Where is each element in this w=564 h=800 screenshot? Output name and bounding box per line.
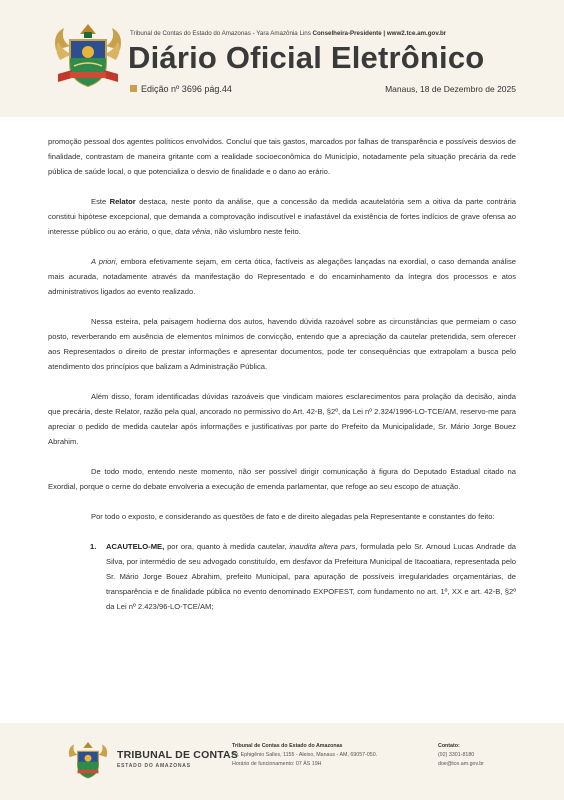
paragraph: Por todo o exposto, e considerando as questões de fato e de direito alegadas pela Representante e constantes do feito: [91,512,495,521]
paragraph: Além disso, foram identificadas dúvidas razoáveis que vindicam maiores esclarecimentos para prolação da decisão, ainda que precária, deste Relator, razão pela qual, ancorado no permissivo do Art. 42-B, §2º, da Lei nº 2.324/1996-LO-TCE/AM, reservo-me para apreciar o pedido de medida cautelar após informações e justificativas por parte do Prefeito da Municipalidade, Sr. Mário Jorge Bouez Abrahim. [48,392,516,446]
tce-am-crest-icon [50,20,126,90]
edition-label: Edição nº 3696 pág.44 [130,84,232,94]
contact-phone[interactable]: (92) 3301-8180 [438,752,475,758]
paragraph: A priori, embora efetivamente sejam, em certa ótica, factíveis as alegações lançadas na exordial, o caso demanda análise mais acurada, notadamente através da manifestação do Representado e do encaminhamento da íntegra dos processos e atos administrativos ligados ao evento realizado. [48,257,516,296]
contact-email[interactable]: doe@tce.am.gov.br [438,761,484,767]
footer-org-name: TRIBUNAL DE CONTAS [117,749,239,761]
footer-org-subtitle: ESTADO DO AMAZONAS [117,763,191,769]
page-header [0,0,564,117]
tce-am-crest-icon [66,739,110,781]
paragraph: Nessa esteira, pela paisagem hodierna dos autos, havendo dúvida razoável sobre as circunstâncias que permeiam o caso posto, reverberando em ausência de elementos mínimos de convicção, entendo que a apreciação da cautelar pretendida, sem oferecer aos Representados o direito de prestar informações e apresentar documentos, pode ter consequências que extrapolam a busca pelo atendimento dos princípios que balizam a Administração Pública. [48,317,516,371]
paragraph: Este Relator destaca, neste ponto da análise, que a concessão da medida acautelatória sem a oitiva da parte contrária constitui hipótese excepcional, que demanda a comprovação indiscutível e inafastável da existência de fortes indícios de grave ofensa ao interesse público ou ao erário, o que, data vênia, não vislumbro neste feito. [48,197,516,236]
document-body [48,134,516,614]
list-number: 1. [90,542,97,551]
list-item: 1. ACAUTELO-ME, por ora, quanto à medida cautelar, inaudita altera pars, formulada pelo Sr. Arnoud Lucas Andrade da Silva, por intermédio de seu advogado constituído, em desfavor da Prefeitura Municipal de Itacoatiara, representada pelo Sr. Mário Jorge Bouez Abrahim, prefeito Municipal, para apuração de possíveis irregularidades orçamentárias, de transparência e de finalidade pública no evento denominado EXPOFEST, com fundamento no art. 1º, XX e art. 42-B, §2º da Lei nº 2.423/96-LO-TCE/AM; [48,539,516,614]
footer-address: Tribunal de Contas do Estado do Amazonas Av. Ephigênio Salles, 1155 - Aleixo, Manaus - AM, 69057-050. Horário de funcionamento: 07 ÀS 19H [232,743,378,767]
publication-date: Manaus, 18 de Dezembro de 2025 [385,84,516,94]
paragraph: promoção pessoal dos agentes políticos envolvidos. Concluí que tais gastos, marcados por falhas de transparência e possíveis desvios de finalidade, contrastam de maneira gritante com a realidade socioeconômica do Município, notadamente pela situação precária da rede pública de saúde local, o que potencializa o desvio de finalidade e o dano ao erário. [48,137,516,176]
page-footer [0,723,564,800]
site-link[interactable]: www2.tce.am.gov.br [386,30,447,37]
header-top-line: Tribunal de Contas do Estado do Amazonas - Yara Amazônia Lins Conselheira-Presidente | www2.tce.am.gov.br [130,30,447,37]
paragraph: De todo modo, entendo neste momento, não ser possível dirigir comunicação à figura do Deputado Estadual citado na Exordial, porque o cerne do debate envolveria a execução de emenda parlamentar, que refoge ao seu escopo de atuação. [48,467,516,491]
page-title: Diário Oficial Eletrônico [128,40,485,75]
footer-contact: Contato: (92) 3301-8180 doe@tce.am.gov.br [438,743,484,767]
square-bullet-icon [130,85,137,92]
